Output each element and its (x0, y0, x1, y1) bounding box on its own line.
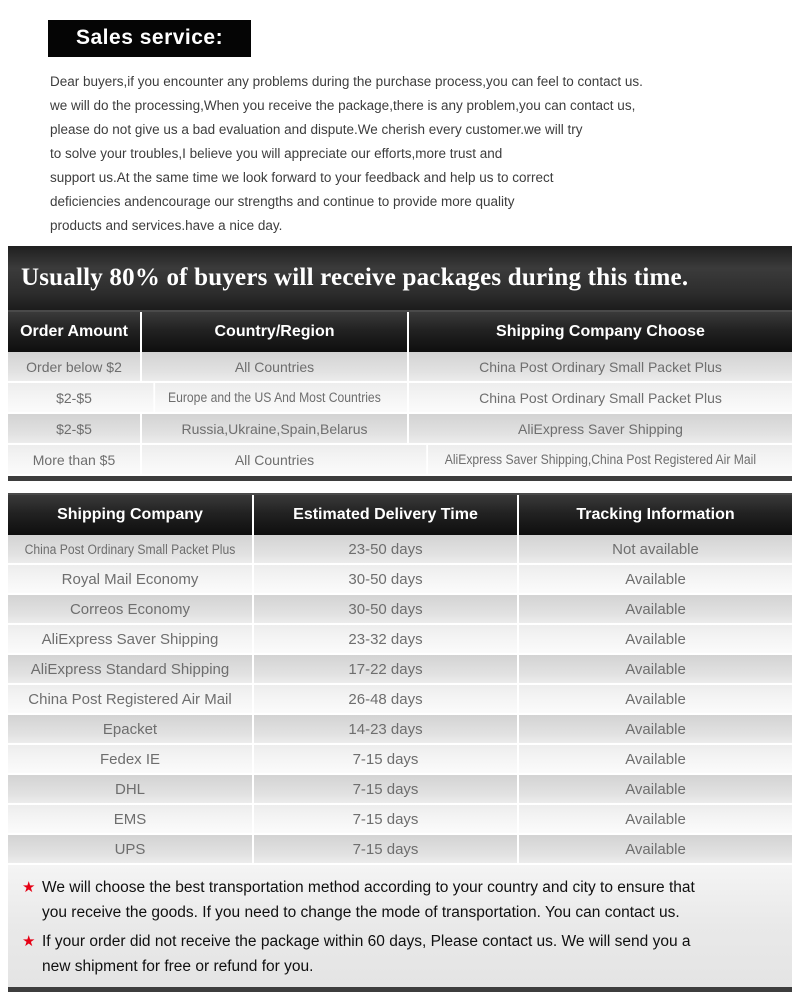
table-bottom-border (8, 476, 792, 481)
table-cell: 23-32 days (252, 625, 517, 653)
sales-service-text (50, 70, 800, 238)
column-header-tracking-information: Tracking Information (517, 495, 792, 535)
table-bottom-border (8, 987, 792, 992)
table-row (8, 414, 792, 445)
column-header-country-region: Country/Region (140, 312, 407, 352)
delivery-time-table (8, 493, 792, 992)
table-cell: China Post Ordinary Small Packet Plus (407, 352, 792, 381)
table-cell: All Countries (140, 445, 407, 474)
table-row (8, 835, 792, 865)
table-cell: 7-15 days (252, 805, 517, 833)
table-cell: AliExpress Saver Shipping (407, 414, 792, 443)
table-cell: 7-15 days (252, 745, 517, 773)
table-row (8, 565, 792, 595)
table-cell: AliExpress Saver Shipping,China Post Registered Air Mail (426, 445, 773, 474)
table-header-row (8, 493, 792, 535)
shipping-notes (8, 865, 792, 987)
delivery-banner-title: Usually 80% of buyers will receive packages during this time. (8, 246, 792, 310)
table-cell: UPS (114, 840, 146, 858)
column-header-order-amount: Order Amount (20, 323, 128, 340)
table-cell: 30-50 days (252, 595, 517, 623)
table-cell: China Post Ordinary Small Packet Plus (24, 541, 236, 557)
note-line: We will choose the best transportation method according to your country and city to ensure that (42, 879, 695, 896)
sales-text-line: Dear buyers,if you encounter any problems during the purchase process,you can feel to contact us. (50, 74, 643, 89)
table-cell: 7-15 days (252, 835, 517, 863)
table-row (8, 595, 792, 625)
sales-text-line: deficiencies andencourage our strengths and continue to provide more quality (50, 194, 515, 209)
table-row (8, 745, 792, 775)
sales-text-line: we will do the processing,When you receive the package,there is any problem,you can contact us, (50, 98, 636, 113)
table-cell: China Post Ordinary Small Packet Plus (407, 383, 792, 412)
table-cell: Available (517, 595, 792, 623)
table-cell: 7-15 days (252, 775, 517, 803)
table-cell: Available (517, 655, 792, 683)
note-item (22, 875, 780, 925)
table-row (8, 625, 792, 655)
table-cell: Available (517, 745, 792, 773)
table-row (8, 715, 792, 745)
table-cell: All Countries (140, 352, 407, 381)
table-row (8, 805, 792, 835)
table-cell: Available (517, 685, 792, 713)
table-cell: Fedex IE (99, 750, 161, 768)
sales-text-line: please do not give us a bad evaluation and dispute.We cherish every customer.we will try (50, 122, 583, 137)
note-line: you receive the goods. If you need to change the mode of transportation. You can contact us. (42, 904, 680, 921)
table-cell: Available (517, 775, 792, 803)
table-cell: EMS (113, 810, 147, 828)
table-cell: Epacket (102, 720, 158, 738)
sales-service-badge: Sales service: (48, 20, 251, 57)
column-header-shipping-company-choose: Shipping Company Choose (407, 312, 792, 352)
table-cell: Available (517, 835, 792, 863)
table-cell: AliExpress Standard Shipping (30, 660, 230, 678)
table-row (8, 655, 792, 685)
table-cell: Available (517, 805, 792, 833)
table-cell: Available (517, 715, 792, 743)
table-cell: Available (517, 565, 792, 593)
star-icon: ★ (22, 879, 36, 896)
star-icon: ★ (22, 933, 36, 950)
table-header-row (8, 310, 792, 352)
table-cell: Available (517, 625, 792, 653)
table-cell: DHL (114, 780, 145, 798)
note-item (22, 929, 780, 979)
table-cell: Europe and the US And Most Countries (153, 383, 393, 412)
table-cell: Order below $2 (26, 358, 122, 375)
column-header-estimated-delivery-time: Estimated Delivery Time (252, 495, 517, 535)
table-cell: China Post Registered Air Mail (28, 690, 232, 708)
sales-text-line: to solve your troubles,I believe you will appreciate our efforts,more trust and (50, 146, 503, 161)
sales-text-line: support us.At the same time we look forward to your feedback and help us to correct (50, 170, 554, 185)
table-cell: 17-22 days (252, 655, 517, 683)
table-cell: Russia,Ukraine,Spain,Belarus (140, 414, 407, 443)
table-row (8, 685, 792, 715)
table-cell: 26-48 days (252, 685, 517, 713)
table-cell: AliExpress Saver Shipping (41, 630, 219, 648)
table-cell: $2-$5 (56, 420, 92, 437)
table-row (8, 445, 792, 476)
table-cell: 30-50 days (252, 565, 517, 593)
note-line: new shipment for free or refund for you. (42, 958, 314, 975)
table-row (8, 775, 792, 805)
table-cell: 14-23 days (252, 715, 517, 743)
table-row (8, 535, 792, 565)
sales-text-line: products and services.have a nice day. (50, 218, 283, 233)
table-cell: More than $5 (32, 451, 116, 468)
table-cell: Royal Mail Economy (61, 570, 199, 588)
table-row (8, 352, 792, 383)
shipping-choice-table (8, 246, 792, 481)
table-cell: Not available (517, 535, 792, 563)
note-line: If your order did not receive the package within 60 days, Please contact us. We will send you a (42, 933, 691, 950)
column-header-shipping-company: Shipping Company (57, 506, 203, 523)
table-row (8, 383, 792, 414)
table-cell: 23-50 days (252, 535, 517, 563)
table-cell: $2-$5 (56, 389, 92, 406)
table-cell: Correos Economy (69, 600, 191, 618)
